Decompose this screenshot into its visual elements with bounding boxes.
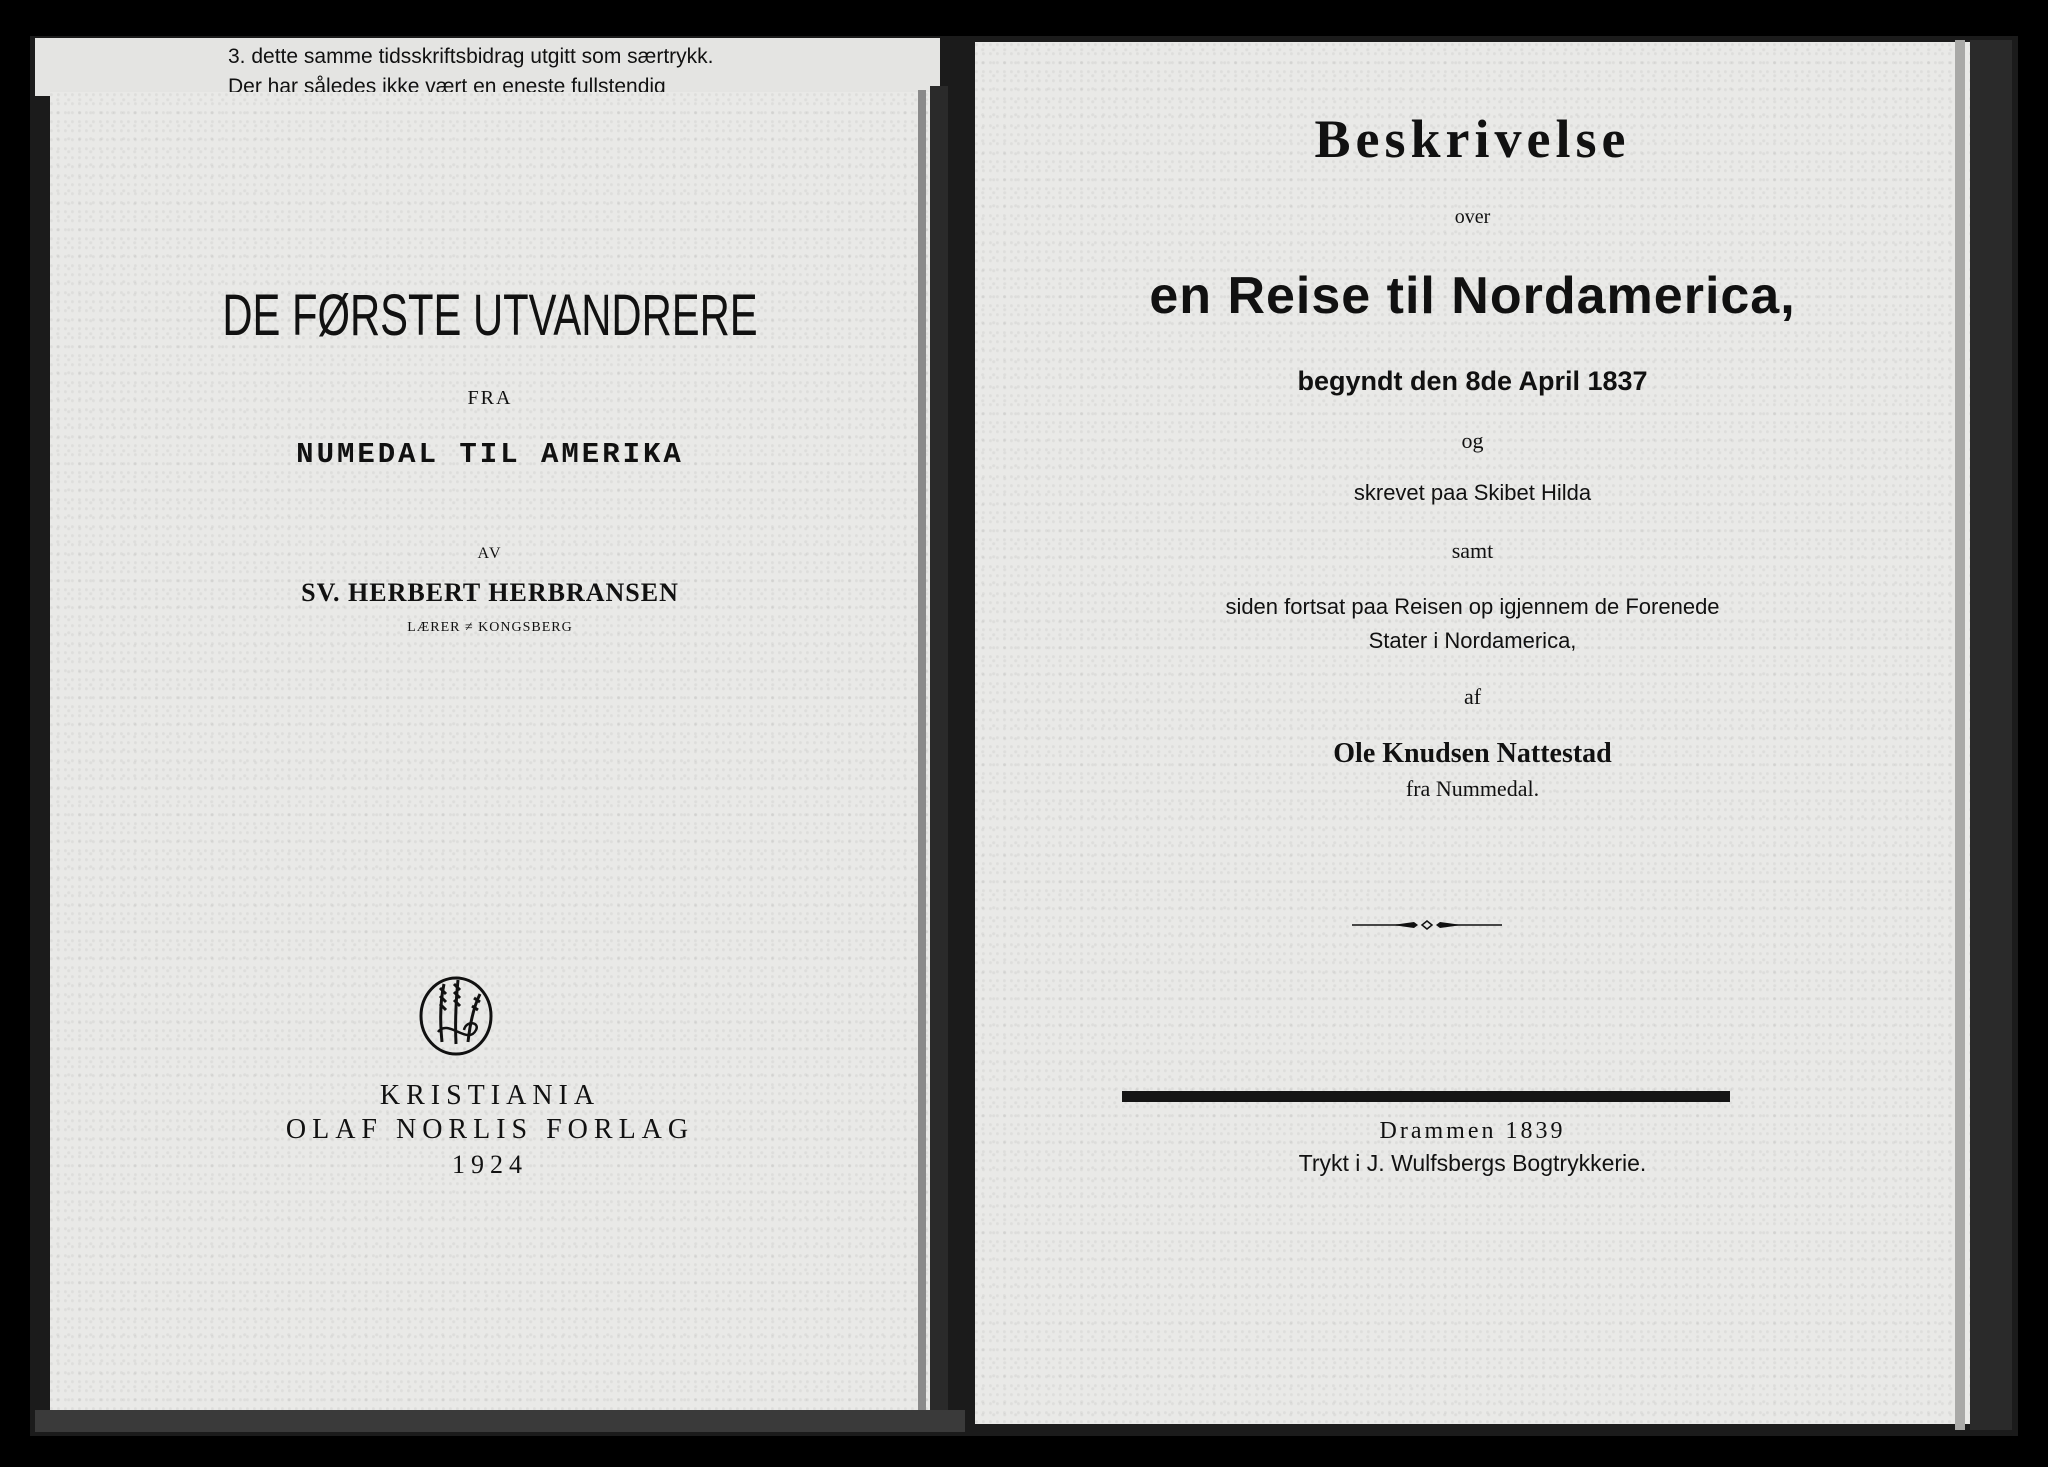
top-note-line-1: 3. dette samme tidsskriftsbidrag utgitt som særtrykk. [228,45,714,68]
left-author: SV. HERBERT HERBRANSEN [301,578,679,607]
right-title: Beskrivelse [1314,109,1631,169]
right-continued-1: siden fortsat paa Reisen op igjennem de Forenede [1225,594,1720,619]
right-from: fra Nummedal. [1405,776,1540,801]
book-spine [930,86,948,1422]
right-begun: begyndt den 8de April 1837 [1297,366,1648,396]
right-main-title: en Reise til Nordamerica, [1149,267,1796,325]
ornament-divider-icon [1352,918,1502,932]
top-note [228,42,713,86]
bottom-edge [35,1410,965,1432]
publisher-logo-icon [418,972,494,1058]
left-title: DE FØRSTE UTVANDRERE [222,283,758,348]
right-written: skrevet paa Skibet Hilda [1353,480,1592,505]
top-note-line-2 [228,72,713,86]
right-page-edge [1955,40,1965,1430]
right-imprint-printer: Trykt i J. Wulfsbergs Bogtrykkerie. [1298,1150,1647,1176]
left-title-wrap [50,282,930,349]
left-av: AV [477,545,503,562]
left-year: 1924 [452,1150,528,1179]
right-title-page [975,42,1970,1424]
left-subtitle: NUMEDAL TIL AMERIKA [296,438,684,471]
right-af: af [1463,684,1482,709]
right-continued-2: Stater i Nordamerica, [1368,628,1577,653]
right-samt: samt [1451,538,1494,563]
right-author: Ole Knudsen Nattestad [1333,738,1612,769]
right-over: over [1454,206,1491,228]
horizontal-rule [1122,1091,1730,1102]
right-cover-edge [1970,40,2012,1430]
left-fra: FRA [467,387,513,409]
right-imprint-place: Drammen 1839 [1379,1118,1566,1144]
left-author-role: LÆRER ≠ KONGSBERG [407,620,573,635]
left-publisher: OLAF NORLIS FORLAG [285,1114,695,1145]
right-og: og [1461,428,1484,453]
left-place: KRISTIANIA [379,1080,601,1111]
